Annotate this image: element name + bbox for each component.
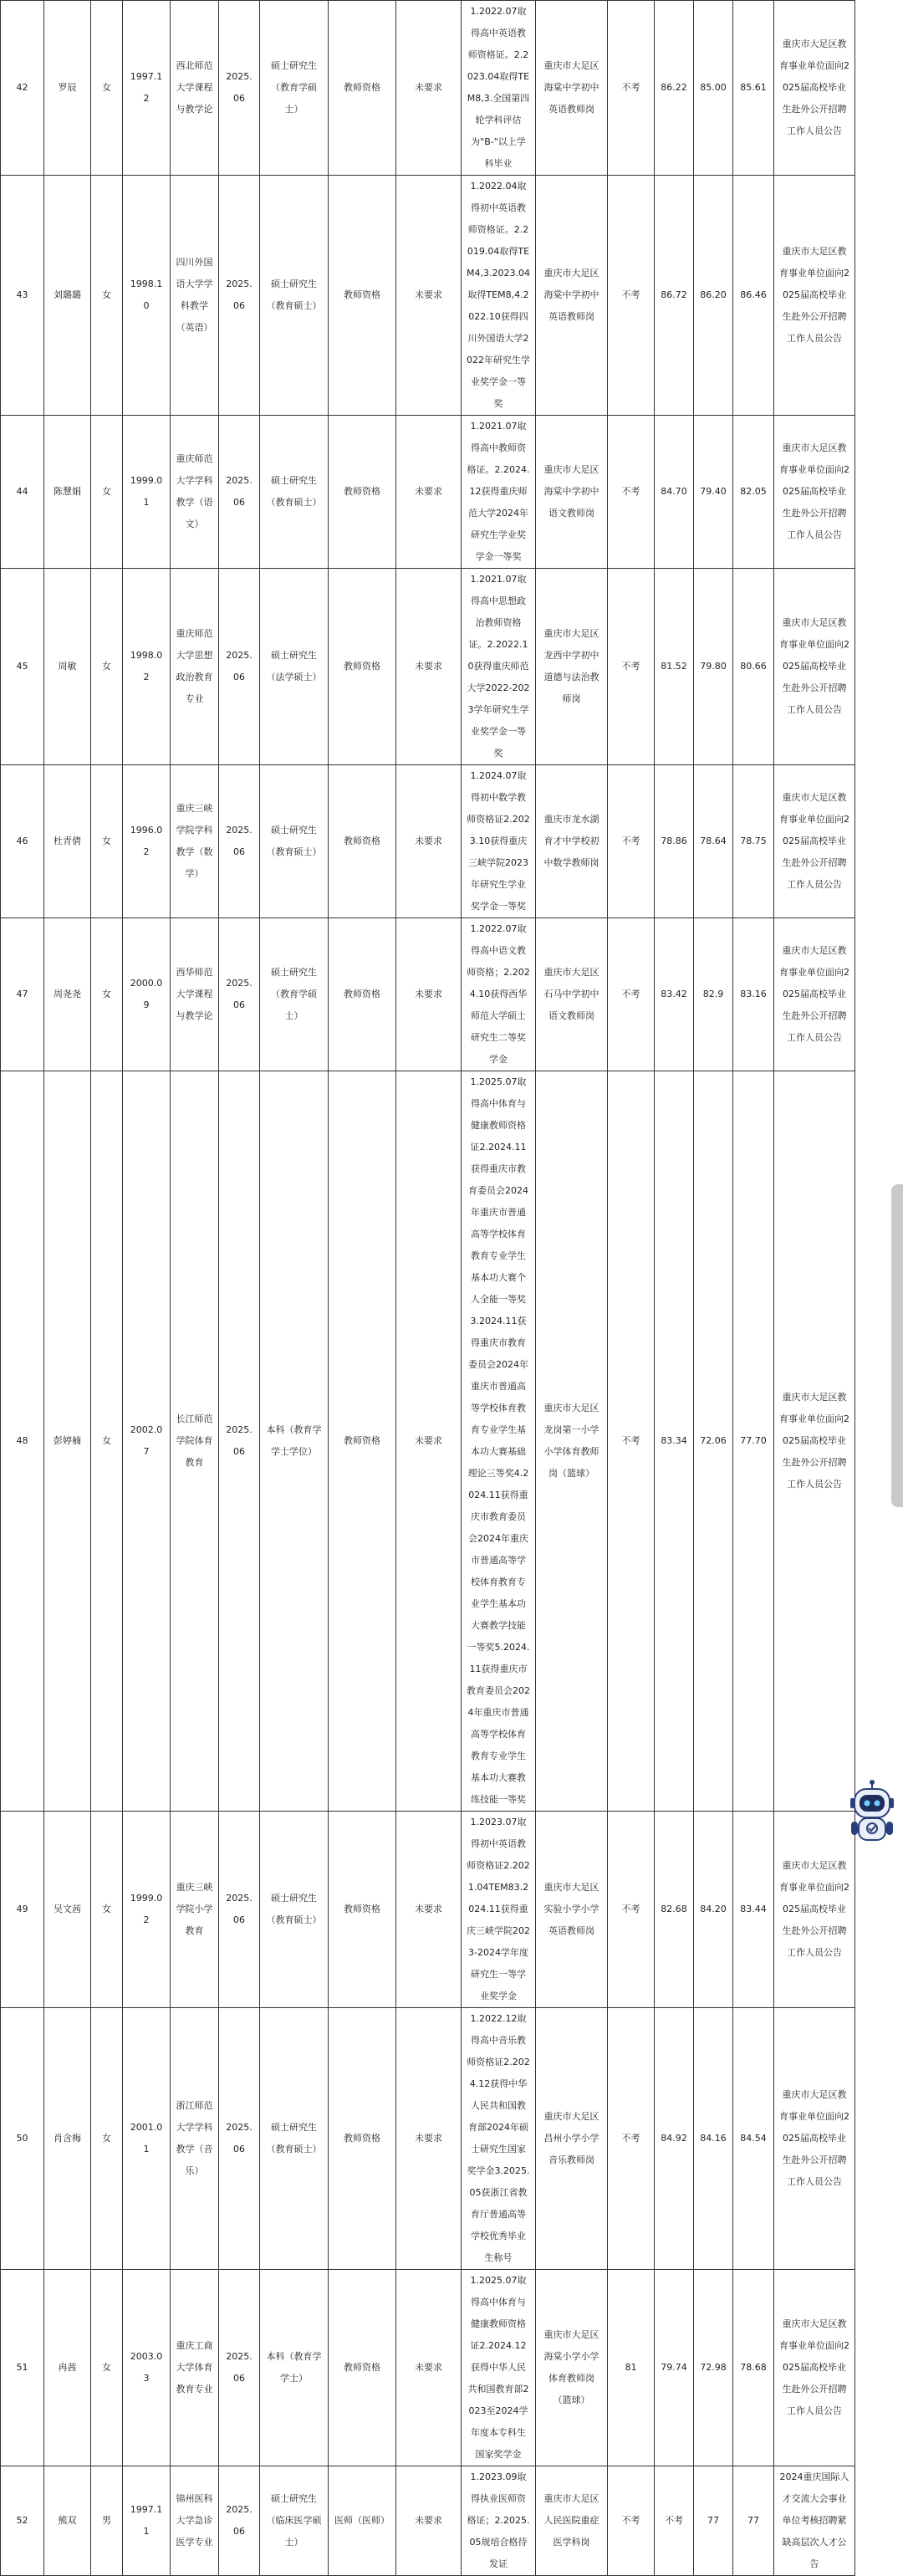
cell-score-1: 81.52 <box>655 569 694 765</box>
table-row <box>1 918 855 1071</box>
table-row <box>1 765 855 918</box>
cell-score-1: 86.22 <box>655 1 694 176</box>
cell-grad: 2025.06 <box>219 569 260 765</box>
cell-cert: 教师资格 <box>329 1 396 176</box>
cell-grad: 2025.06 <box>219 918 260 1071</box>
cell-birth: 2000.09 <box>123 918 171 1071</box>
cell-grad: 2025.06 <box>219 1812 260 2008</box>
cell-name: 冉茜 <box>44 2270 91 2466</box>
cell-post: 重庆市龙水湖育才中学校初中数学教师岗 <box>536 765 608 918</box>
table-row <box>1 1 855 176</box>
cell-score-3: 84.54 <box>733 2008 774 2270</box>
cell-gender: 女 <box>91 918 123 1071</box>
cell-gender: 女 <box>91 765 123 918</box>
cell-req: 未要求 <box>396 918 462 1071</box>
cell-notice: 重庆市大足区教育事业单位面向2025届高校毕业生赴外公开招聘工作人员公告 <box>774 176 855 416</box>
table-row <box>1 2270 855 2466</box>
cell-written: 不考 <box>608 2008 655 2270</box>
cell-cert: 教师资格 <box>329 2008 396 2270</box>
cell-score-3: 83.16 <box>733 918 774 1071</box>
cell-no: 44 <box>1 416 44 569</box>
cell-birth: 1998.10 <box>123 176 171 416</box>
cell-post: 重庆市大足区龙岗第一小学小学体育教师岗（篮球） <box>536 1071 608 1812</box>
cell-cert: 医师（医师） <box>329 2466 396 2576</box>
table-row <box>1 2466 855 2576</box>
cell-school: 西北师范大学课程与教学论 <box>171 1 219 176</box>
cell-req: 未要求 <box>396 1071 462 1812</box>
cell-post: 重庆市大足区海棠中学初中语文教师岗 <box>536 416 608 569</box>
cell-grad: 2025.06 <box>219 1071 260 1812</box>
cell-written: 不考 <box>608 1 655 176</box>
cell-award: 1.2023.09取得执业医师资格证；2.2025.05规培合格待发证 <box>462 2466 536 2576</box>
cell-school: 重庆工商大学体育教育专业 <box>171 2270 219 2466</box>
cell-award: 1.2023.07取得初中英语教师资格证2.2021.04TEM83.2024.11获得重庆三峡学院2023-2024学年度研究生一等学业奖学金 <box>462 1812 536 2008</box>
cell-req: 未要求 <box>396 2270 462 2466</box>
cell-post: 重庆市大足区实验小学小学英语教师岗 <box>536 1812 608 2008</box>
cell-birth: 1997.11 <box>123 2466 171 2576</box>
cell-score-2: 72.98 <box>694 2270 733 2466</box>
cell-notice: 重庆市大足区教育事业单位面向2025届高校毕业生赴外公开招聘工作人员公告 <box>774 1071 855 1812</box>
cell-cert: 教师资格 <box>329 2270 396 2466</box>
cell-no: 46 <box>1 765 44 918</box>
cell-school: 锦州医科大学急诊医学专业 <box>171 2466 219 2576</box>
cell-score-3: 77.70 <box>733 1071 774 1812</box>
cell-req: 未要求 <box>396 176 462 416</box>
cell-score-2: 84.20 <box>694 1812 733 2008</box>
cell-no: 43 <box>1 176 44 416</box>
cell-award: 1.2022.04取得初中英语教师资格证。2.2019.04取得TEM4,3.2023.04取得TEM8,4.2022.10获得四川外国语大学2022年研究生学业奖学金一等奖 <box>462 176 536 416</box>
cell-written: 不考 <box>608 2466 655 2576</box>
cell-post: 重庆市大足区海棠小学小学体育教师岗（篮球） <box>536 2270 608 2466</box>
cell-score-3: 78.68 <box>733 2270 774 2466</box>
cell-birth: 1998.02 <box>123 569 171 765</box>
cell-award: 1.2024.07取得初中数学教师资格证2.2023.10获得重庆三峡学院2023年研究生学业奖学金一等奖 <box>462 765 536 918</box>
table-row <box>1 416 855 569</box>
cell-no: 50 <box>1 2008 44 2270</box>
cell-notice: 重庆市大足区教育事业单位面向2025届高校毕业生赴外公开招聘工作人员公告 <box>774 569 855 765</box>
cell-gender: 女 <box>91 416 123 569</box>
cell-score-2: 86.20 <box>694 176 733 416</box>
cell-degree: 硕士研究生（教育硕士） <box>260 2008 329 2270</box>
cell-cert: 教师资格 <box>329 918 396 1071</box>
cell-name: 刘璐璐 <box>44 176 91 416</box>
cell-score-1: 83.34 <box>655 1071 694 1812</box>
cell-written: 不考 <box>608 765 655 918</box>
cell-score-2: 79.80 <box>694 569 733 765</box>
cell-score-3: 80.66 <box>733 569 774 765</box>
cell-written: 不考 <box>608 416 655 569</box>
cell-name: 周尧尧 <box>44 918 91 1071</box>
cell-req: 未要求 <box>396 416 462 569</box>
cell-post: 重庆市大足区昌州小学小学音乐教师岗 <box>536 2008 608 2270</box>
table-row <box>1 1071 855 1812</box>
cell-no: 49 <box>1 1812 44 2008</box>
cell-score-1: 84.92 <box>655 2008 694 2270</box>
cell-gender: 女 <box>91 2270 123 2466</box>
cell-birth: 1996.02 <box>123 765 171 918</box>
cell-req: 未要求 <box>396 2008 462 2270</box>
cell-name: 吴文茜 <box>44 1812 91 2008</box>
cell-award: 1.2021.07取得高中思想政治教师资格证。2.2022.10获得重庆师范大学2022-2023学年研究生学业奖学金一等奖 <box>462 569 536 765</box>
scrollbar-thumb[interactable] <box>891 1184 903 1507</box>
cell-name: 周敏 <box>44 569 91 765</box>
cell-birth: 1999.02 <box>123 1812 171 2008</box>
cell-score-1: 79.74 <box>655 2270 694 2466</box>
cell-award: 1.2022.07取得高中英语教师资格证。2.2023.04取得TEM8,3.全国第四轮学科评估为"B-"以上学科毕业 <box>462 1 536 176</box>
cell-cert: 教师资格 <box>329 1071 396 1812</box>
cell-notice: 重庆市大足区教育事业单位面向2025届高校毕业生赴外公开招聘工作人员公告 <box>774 1812 855 2008</box>
cell-school: 四川外国语大学学科教学（英语） <box>171 176 219 416</box>
cell-post: 重庆市大足区石马中学初中语文教师岗 <box>536 918 608 1071</box>
cell-birth: 1999.01 <box>123 416 171 569</box>
cell-school: 西华师范大学课程与教学论 <box>171 918 219 1071</box>
cell-award: 1.2022.07取得高中语文教师资格；2.2024.10获得西华师范大学硕士研究生二等奖学金 <box>462 918 536 1071</box>
cell-name: 杜青倩 <box>44 765 91 918</box>
cell-grad: 2025.06 <box>219 1 260 176</box>
cell-cert: 教师资格 <box>329 176 396 416</box>
cell-grad: 2025.06 <box>219 2466 260 2576</box>
cell-degree: 硕士研究生（临床医学硕士） <box>260 2466 329 2576</box>
cell-written: 不考 <box>608 1812 655 2008</box>
cell-score-2: 84.16 <box>694 2008 733 2270</box>
cell-notice: 重庆市大足区教育事业单位面向2025届高校毕业生赴外公开招聘工作人员公告 <box>774 2270 855 2466</box>
cell-no: 52 <box>1 2466 44 2576</box>
cell-req: 未要求 <box>396 765 462 918</box>
cell-req: 未要求 <box>396 569 462 765</box>
cell-award: 1.2025.07取得高中体育与健康教师资格证2.2024.12获得中华人民共和国教育部2023至2024学年度本专科生国家奖学金 <box>462 2270 536 2466</box>
cell-notice: 重庆市大足区教育事业单位面向2025届高校毕业生赴外公开招聘工作人员公告 <box>774 2008 855 2270</box>
cell-degree: 本科（教育学学士） <box>260 2270 329 2466</box>
cell-score-2: 78.64 <box>694 765 733 918</box>
cell-name: 陈慧娟 <box>44 416 91 569</box>
cell-score-3: 85.61 <box>733 1 774 176</box>
cell-gender: 女 <box>91 1 123 176</box>
cell-award: 1.2022.12取得高中音乐教师资格证2.2024.12获得中华人民共和国教育部2024年硕士研究生国家奖学金3.2025.05获浙江省教育厅普通高等学校优秀毕业生称号 <box>462 2008 536 2270</box>
cell-post: 重庆市大足区龙西中学初中道德与法治教师岗 <box>536 569 608 765</box>
cell-name: 肖含梅 <box>44 2008 91 2270</box>
cell-cert: 教师资格 <box>329 416 396 569</box>
cell-written: 不考 <box>608 176 655 416</box>
cell-no: 42 <box>1 1 44 176</box>
cell-grad: 2025.06 <box>219 2008 260 2270</box>
robot-assistant-icon[interactable] <box>848 1780 896 1847</box>
cell-birth: 1997.12 <box>123 1 171 176</box>
cell-birth: 2001.01 <box>123 2008 171 2270</box>
cell-gender: 女 <box>91 1071 123 1812</box>
cell-birth: 2002.07 <box>123 1071 171 1812</box>
cell-cert: 教师资格 <box>329 1812 396 2008</box>
cell-score-1: 86.72 <box>655 176 694 416</box>
cell-degree: 硕士研究生（法学硕士） <box>260 569 329 765</box>
cell-name: 熊双 <box>44 2466 91 2576</box>
cell-post: 重庆市大足区海棠中学初中英语教师岗 <box>536 1 608 176</box>
table-row <box>1 569 855 765</box>
table-row <box>1 1812 855 2008</box>
cell-notice: 重庆市大足区教育事业单位面向2025届高校毕业生赴外公开招聘工作人员公告 <box>774 416 855 569</box>
cell-score-2: 82.9 <box>694 918 733 1071</box>
cell-name: 彭婷楠 <box>44 1071 91 1812</box>
cell-score-1: 84.70 <box>655 416 694 569</box>
cell-score-3: 86.46 <box>733 176 774 416</box>
cell-school: 长江师范学院体育教育 <box>171 1071 219 1812</box>
cell-written: 81 <box>608 2270 655 2466</box>
cell-degree: 硕士研究生（教育硕士） <box>260 765 329 918</box>
cell-score-1: 82.68 <box>655 1812 694 2008</box>
cell-grad: 2025.06 <box>219 2270 260 2466</box>
cell-post: 重庆市大足区海棠中学初中英语教师岗 <box>536 176 608 416</box>
cell-post: 重庆市大足区人民医院重症医学科岗 <box>536 2466 608 2576</box>
cell-written: 不考 <box>608 569 655 765</box>
cell-degree: 硕士研究生（教育硕士） <box>260 176 329 416</box>
cell-school: 重庆师范大学思想政治教育专业 <box>171 569 219 765</box>
cell-score-2: 85.00 <box>694 1 733 176</box>
cell-score-2: 79.40 <box>694 416 733 569</box>
cell-score-3: 77 <box>733 2466 774 2576</box>
cell-school: 重庆师范大学学科教学（语文） <box>171 416 219 569</box>
cell-no: 47 <box>1 918 44 1071</box>
cell-score-3: 82.05 <box>733 416 774 569</box>
cell-degree: 本科（教育学学士学位） <box>260 1071 329 1812</box>
cell-score-1: 不考 <box>655 2466 694 2576</box>
cell-score-1: 83.42 <box>655 918 694 1071</box>
cell-award: 1.2025.07取得高中体育与健康教师资格证2.2024.11获得重庆市教育委员会2024年重庆市普通高等学校体育教育专业学生基本功大赛个人全能一等奖3.2024.11获得重庆市教育委员会2024年重庆市普通高等学校体育教育专业学生基本功大赛基础理论三等奖4.2024.11获得重庆市教育委员会2024年重庆市普通高等学校体育教育专业学生基本功大赛教学技能一等奖5.2024.11获得重庆市教育委员会2024年重庆市普通高等学校体育教育专业学生基本功大赛教练技能一等奖 <box>462 1071 536 1812</box>
cell-cert: 教师资格 <box>329 569 396 765</box>
cell-no: 51 <box>1 2270 44 2466</box>
cell-no: 45 <box>1 569 44 765</box>
cell-score-2: 72.06 <box>694 1071 733 1812</box>
cell-birth: 2003.03 <box>123 2270 171 2466</box>
cell-written: 不考 <box>608 918 655 1071</box>
cell-degree: 硕士研究生（教育硕士） <box>260 1812 329 2008</box>
cell-score-2: 77 <box>694 2466 733 2576</box>
table-row <box>1 2008 855 2270</box>
cell-cert: 教师资格 <box>329 765 396 918</box>
robot-icon-graphic <box>848 1780 896 1847</box>
cell-degree: 硕士研究生（教育学硕士） <box>260 1 329 176</box>
cell-school: 重庆三峡学院小学教育 <box>171 1812 219 2008</box>
cell-notice: 重庆市大足区教育事业单位面向2025届高校毕业生赴外公开招聘工作人员公告 <box>774 765 855 918</box>
cell-score-3: 83.44 <box>733 1812 774 2008</box>
cell-notice: 重庆市大足区教育事业单位面向2025届高校毕业生赴外公开招聘工作人员公告 <box>774 918 855 1071</box>
cell-grad: 2025.06 <box>219 176 260 416</box>
cell-no: 48 <box>1 1071 44 1812</box>
cell-school: 浙江师范大学学科教学（音乐） <box>171 2008 219 2270</box>
cell-req: 未要求 <box>396 1 462 176</box>
cell-score-3: 78.75 <box>733 765 774 918</box>
cell-req: 未要求 <box>396 2466 462 2576</box>
cell-grad: 2025.06 <box>219 765 260 918</box>
cell-award: 1.2021.07取得高中教师资格证。2.2024.12获得重庆师范大学2024年研究生学业奖学金一等奖 <box>462 416 536 569</box>
cell-grad: 2025.06 <box>219 416 260 569</box>
cell-notice: 2024重庆国际人才交流大会事业单位考核招聘紧缺高层次人才公告 <box>774 2466 855 2576</box>
cell-req: 未要求 <box>396 1812 462 2008</box>
cell-gender: 男 <box>91 2466 123 2576</box>
cell-notice: 重庆市大足区教育事业单位面向2025届高校毕业生赴外公开招聘工作人员公告 <box>774 1 855 176</box>
cell-gender: 女 <box>91 1812 123 2008</box>
cell-written: 不考 <box>608 1071 655 1812</box>
cell-gender: 女 <box>91 176 123 416</box>
cell-name: 罗辰 <box>44 1 91 176</box>
cell-score-1: 78.86 <box>655 765 694 918</box>
cell-degree: 硕士研究生（教育学硕士） <box>260 918 329 1071</box>
cell-gender: 女 <box>91 569 123 765</box>
table-row <box>1 176 855 416</box>
cell-degree: 硕士研究生（教育硕士） <box>260 416 329 569</box>
table-body <box>1 1 855 2576</box>
cell-school: 重庆三峡学院学科教学（数学） <box>171 765 219 918</box>
cell-gender: 女 <box>91 2008 123 2270</box>
